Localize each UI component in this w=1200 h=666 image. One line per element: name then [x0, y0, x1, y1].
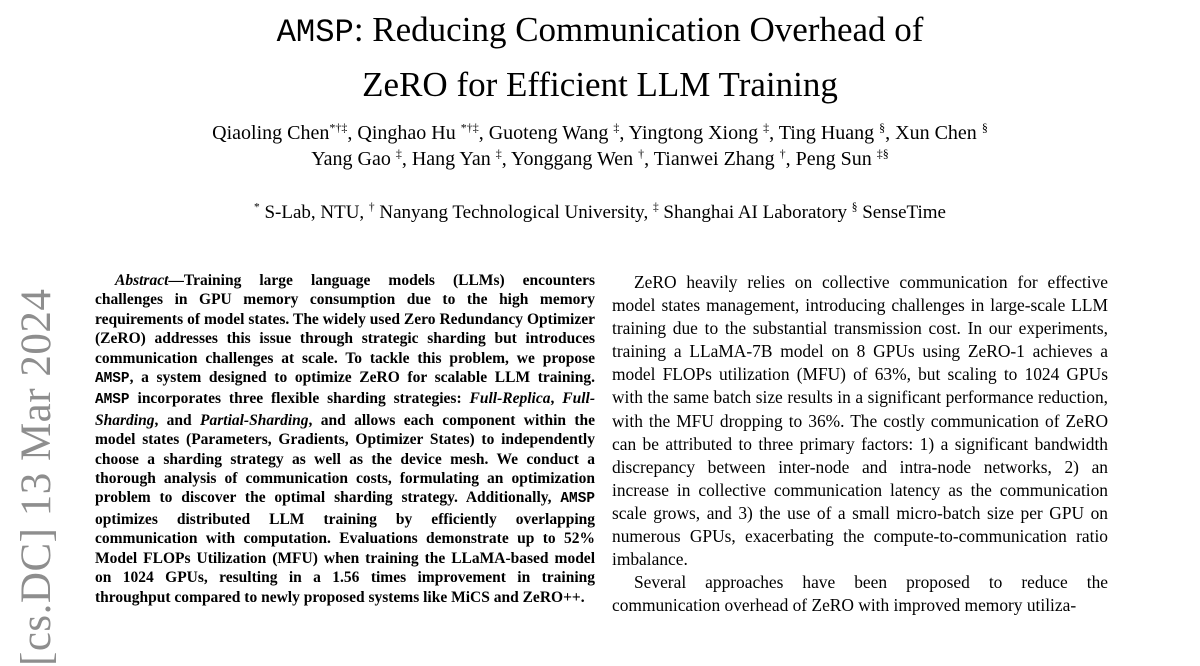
affiliation-name: Nanyang Technological University, [374, 202, 653, 223]
author-affiliation-marks: § [879, 120, 886, 135]
authors-line-1: Qiaoling Chen*†‡, Qinghao Hu *†‡, Guoteng Wang ‡, Yingtong Xiong ‡, Ting Huang §, Xun Chen § [212, 120, 988, 144]
affiliation-mark: § [851, 201, 858, 214]
author-name: Tianwei Zhang [653, 148, 780, 170]
affiliation-mark: † [368, 201, 375, 214]
title-amsp: AMSP [276, 14, 354, 51]
text-segment: Full-Replica [469, 390, 551, 408]
text-segment: AMSP [95, 371, 130, 388]
affiliation-name: S-Lab, NTU, [259, 202, 369, 223]
abstract-column [95, 271, 595, 607]
affiliation-mark: * [253, 201, 260, 214]
author-affiliation-marks: § [981, 120, 988, 135]
author-name: Yonggang Wen [511, 148, 639, 170]
text-segment: Full-Sharding [95, 390, 596, 429]
text-segment: ZeRO heavily relies on collective communication for effective model states management, introducing challenges in large-scale LLM training due to the substantial transmission cost. In our experiments, training a LLaMA-7B model on 8 GPUs using ZeRO-1 achieves a model FLOPs utilization (MFU) of 63%, but scaling to 1024 GPUs with the same batch size results in a significant performance reduction, with the MFU dropping to 36%. The costly communication of ZeRO can be attributed to three primary factors: 1) a significant bandwidth discrepancy between inter-node and intra-node networks, 2) an increase in collective communication latency as the communication scale grows, and 3) the use of a small micro-batch size per GPU on numerous GPUs, exacerbating the compute-to-communication ratio imbalance. [612, 272, 1108, 570]
introduction-column [612, 271, 1108, 617]
author-list [75, 120, 1125, 172]
author-affiliation-marks: ‡ [613, 120, 620, 135]
author-name: Xun Chen [895, 122, 982, 144]
text-segment: AMSP [560, 491, 595, 508]
authors-line-2: Yang Gao ‡, Hang Yan ‡, Yonggang Wen †, Tianwei Zhang †, Peng Sun ‡§ [311, 146, 889, 170]
affiliations [95, 202, 1105, 224]
author-name: Yang Gao [311, 148, 396, 170]
author-name: Ting Huang [778, 122, 880, 144]
text-segment: , [550, 390, 563, 408]
title-line-1 [95, 4, 1105, 59]
author-name: Yingtong Xiong [628, 122, 764, 144]
author-name: Qiaoling Chen [212, 122, 330, 144]
author-affiliation-marks: † [779, 146, 786, 161]
text-segment: Abstract [115, 272, 169, 289]
text-segment: AMSP [95, 392, 130, 409]
author-affiliation-marks: † [638, 146, 645, 161]
affiliation-mark: ‡ [652, 201, 659, 214]
affiliation-name: Shanghai AI Laboratory [658, 202, 852, 223]
text-segment: , a system designed to optimize ZeRO for scalable LLM training. [129, 369, 595, 387]
author-affiliation-marks: *†‡ [460, 120, 479, 135]
author-name: Peng Sun [795, 148, 877, 170]
author-affiliation-marks: ‡ [763, 120, 770, 135]
abstract-paragraph [95, 271, 595, 607]
text-segment: Several approaches have been proposed to reduce the communication overhead of ZeRO with improved memory utiliza- [612, 572, 1108, 616]
body-paragraph [612, 571, 1108, 617]
arxiv-stamp: [cs.DC] 13 Mar 2024 [13, 288, 60, 666]
text-segment: optimizes distributed LLM training by efficiently overlapping communication with computation. Evaluations demonstrate up to 52% Model FLOPs Utilization (MFU) when training the LLaMA-based model on 1024 GPUs, resulting in a 1.56 times improvement in training throughput compared to newly proposed systems like MiCS and ZeRO++. [95, 510, 595, 606]
author-name: Qinghao Hu [357, 122, 461, 144]
author-name: Guoteng Wang [488, 122, 614, 144]
text-segment: , and allows each component within the model states (Parameters, Gradients, Optimizer States) to independently choose a sharding strategy as well as the device mesh. We conduct a thorough analysis of communication costs, formulating an optimization problem to discover the optimal sharding strategy. Additionally, [95, 411, 595, 507]
text-segment: , and [154, 411, 201, 429]
affiliation-name: SenseTime [857, 202, 946, 223]
author-affiliation-marks: ‡§ [876, 146, 889, 161]
paper-title [95, 4, 1105, 111]
title-line-2: ZeRO for Efficient LLM Training [362, 65, 838, 104]
text-segment: —Training large language models (LLMs) encounters challenges in GPU memory consumption due to the high memory requirements of model states. The widely used Zero Redundancy Optimizer (ZeRO) addresses this issue through strategic sharding but introduces communication challenges at scale. To tackle this problem, we propose [95, 272, 595, 367]
text-segment: incorporates three flexible sharding strategies: [129, 390, 470, 408]
author-affiliation-marks: *†‡ [329, 120, 348, 135]
body-paragraph [612, 271, 1108, 571]
author-affiliation-marks: ‡ [495, 146, 502, 161]
author-affiliation-marks: ‡ [395, 146, 402, 161]
text-segment: Partial-Sharding [200, 411, 309, 429]
author-name: Hang Yan [411, 148, 496, 170]
title-line-1-rest: : Reducing Communication Overhead of [353, 10, 924, 49]
